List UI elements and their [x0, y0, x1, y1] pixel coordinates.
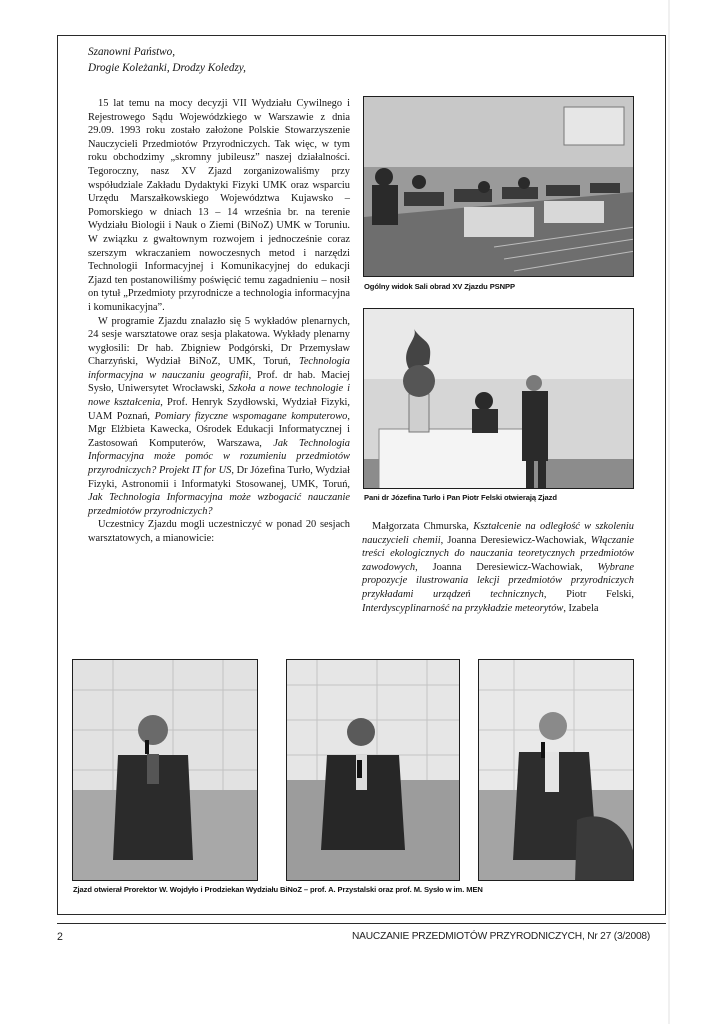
article-right-column	[362, 520, 634, 615]
program-text-5: , Dr Józefina Turło, Wydział Fizyki, Astronomii i Informatyki Stosowanej, UMK, Toruń,	[88, 465, 350, 490]
program-text-2: , Prof. dr hab. Maciej Sysło, Uniwersytet Wrocławski,	[88, 369, 350, 395]
workshop-author-4: , Piotr Felski,	[543, 588, 634, 600]
program-text-3: , Prof. Henryk Szydłowski, Wydział Fizyki, UAM Poznań,	[88, 397, 350, 422]
workshop-author-5: , Izabela	[563, 602, 599, 614]
caption-hall: Ogólny widok Sali obrad XV Zjazdu PSNPP	[364, 282, 515, 291]
photo-conference-hall	[363, 96, 634, 277]
paragraph-program	[88, 315, 350, 519]
photo-speaker-1	[72, 659, 258, 881]
workshop-title-1: Kształcenie na odległość w szkoleniu nauczycieli chemii	[362, 521, 635, 546]
paragraph-workshops: Uczestnicy Zjazdu mogli uczestniczyć w ponad 20 sesjach warsztatowych, a mianowicie:	[88, 519, 350, 544]
salutation-line-2: Drogie Koleżanki, Drodzy Koledzy,	[88, 62, 246, 74]
lecture-title-1: Technologia informacyjna w nauczaniu geografii	[88, 356, 350, 381]
workshop-author-3: , Joanna Deresiewicz-Wachowiak,	[415, 561, 598, 573]
workshop-title-4: Interdyscyplinarność na przykładzie meteorytów	[362, 602, 564, 614]
scan-edge	[668, 0, 670, 1024]
workshop-author-1: Małgorzata Chmurska,	[372, 521, 474, 532]
paragraph-workshop-list	[362, 520, 634, 615]
photo-speaker-3	[478, 659, 634, 881]
program-text-1: W programie Zjazdu znalazło się 5 wykładów plenarnych, 24 sesje warsztatowe oraz sesja plakatowa. Wykłady plenarny wygłosili: Dr hab. Zbigniew Podgórski, Dr Przemysław Charzyński, Wydział BiNoZ, UMK, Toruń,	[88, 315, 350, 368]
program-text-4: , Mgr Elżbieta Kawecka, Ośrodek Edukacji Informatycznej i Zastosowań Komputerów, Warszawa,	[88, 410, 350, 449]
caption-opening: Pani dr Józefina Turło i Pan Piotr Felski otwierają Zjazd	[364, 493, 557, 502]
workshop-title-2: Włączanie treści ekologicznych do nauczania teoretycznych przedmiotów zawodowych	[362, 534, 634, 573]
lecture-title-3: Pomiary fizyczne wspomagane komputerowo	[154, 410, 348, 422]
lecture-title-4: Jak Technologia Informacyjna może pomóc w rozumieniu przedmiotów przyrodniczych? Projekt IT for US	[88, 437, 350, 477]
salutation-line-1: Szanowni Państwo,	[88, 46, 176, 58]
paragraph-history: 15 lat temu na mocy decyzji VII Wydziału Cywilnego i Rejestrowego Sądu Wojewódzkiego w Warszawie z dnia 29.09. 1993 roku zostało założone Polskie Stowarzyszenie Nauczycieli Przedmiotów Przyrodniczych. Tak więc, w tym roku obchodzimy „skromny jubileusz” naszej działalności. Tegoroczny, nasz XV Zjazd zorganizowaliśmy przy współudziale Zakładu Dydaktyki Fizyki UMK oraz wsparciu Urzędu Marszałkowskiego Województwa Kujawsko – Pomorskiego w dniach 13 – 14 września br. na terenie Wydziału Biologii i Nauk o Ziemi (BiNoZ) UMK w Toruniu. W związku z gwałtownym rozwojem i jednocześnie coraz szerszym wkraczaniem nowoczesnych metod i narzędzi Technologii Informacyjnej i Komunikacyjnej do edukacji Zjazd ten postanowiliśmy poświęcić temu zagadnieniu – nosił on tytuł „Przedmioty przyrodnicze a technologia informacyjna i komunikacyjna”.	[88, 98, 350, 313]
journal-title: NAUCZANIE PRZEDMIOTÓW PRZYRODNICZYCH, Nr 27 (3/2008)	[352, 931, 651, 942]
photo-speaker-2	[286, 659, 460, 881]
lecture-title-2: Szkoła a nowe technologie i nowe kształcenia	[88, 383, 350, 409]
caption-bottom: Zjazd otwierał Prorektor W. Wojdyło i Prodziekan Wydziału BiNoZ – prof. A. Przystalski oraz prof. M. Sysło w im. MEN	[73, 885, 483, 894]
salutation	[88, 44, 388, 76]
workshop-title-3: Wybrane propozycje ilustrowania lekcji przedmiotów przyrodniczych przykładami urządzeń technicznych	[362, 561, 634, 600]
photo-opening	[363, 308, 634, 489]
page-number: 2	[57, 931, 63, 943]
workshop-author-2: , Joanna Deresiewicz-Wachowiak,	[440, 534, 591, 546]
lecture-title-5: Jak Technologia Informacyjna może wzbogacić nauczanie przedmiotów przyrodniczych?	[88, 492, 350, 517]
article-left-column	[88, 97, 350, 546]
footer-rule	[57, 923, 666, 924]
